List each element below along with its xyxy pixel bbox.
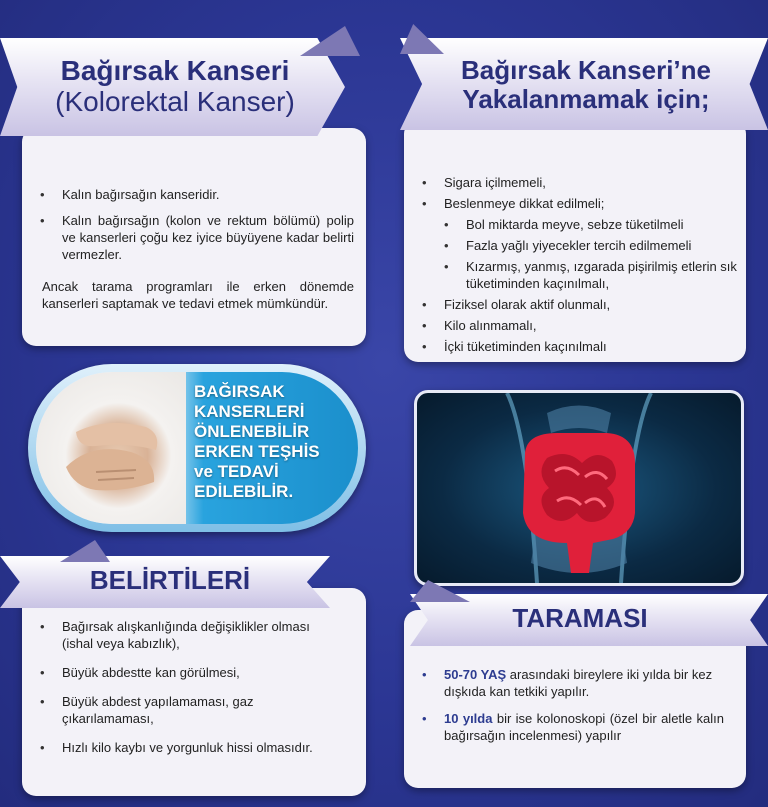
what-is-title-line2: (Kolorektal Kanser) — [55, 85, 295, 117]
colon-icon — [417, 393, 741, 583]
card-prevention — [404, 120, 746, 362]
list-item: • Büyük abdestte kan görülmesi, — [36, 664, 336, 681]
banner-inner — [36, 372, 358, 524]
banner-line: KANSERLERİ — [194, 402, 305, 421]
card-symptoms — [22, 588, 366, 796]
awareness-banner — [28, 364, 366, 532]
card-what-is — [22, 128, 366, 346]
banner-text — [194, 382, 354, 502]
list-item: • İçki tüketiminden kaçınılmalı — [418, 338, 742, 355]
list-item: • Bol miktarda meyve, sebze tüketilmeli — [418, 216, 742, 233]
list-item — [418, 710, 724, 744]
list-item: • Kalın bağırsağın (kolon ve rektum bölümü) polip ve kanserleri çoğu kez iyice büyüyene kadar belirti vermezler. — [36, 212, 354, 263]
symptoms-list — [36, 618, 336, 756]
banner-line: ÖNLENEBİLİR — [194, 422, 310, 441]
list-item: • Fazla yağlı yiyecekler tercih edilmemeli — [418, 237, 742, 254]
symptoms-title: BELİRTİLERİ — [89, 565, 251, 595]
list-item: • Sigara içilmemeli, — [418, 174, 742, 191]
banner-line: ERKEN TEŞHİS — [194, 442, 320, 461]
what-is-title-line1: Bağırsak Kanseri — [60, 55, 290, 86]
banner-line: EDİLEBİLİR. — [194, 482, 294, 501]
what-is-paragraph: Ancak tarama programları ile erken dönemde kanserleri saptamak ve tedavi etmek mümkündür. — [42, 279, 354, 311]
colon-anatomy-illustration — [414, 390, 744, 586]
list-item — [418, 666, 724, 700]
prevention-title — [416, 56, 756, 113]
screening-item1-text: arasındaki bireylere iki yılda bir kez dışkıda kan tetkiki yapılır. — [444, 667, 713, 699]
list-item: • Fiziksel olarak aktif olunmalı, — [418, 296, 742, 313]
list-item: • Büyük abdest yapılamaması, gaz çıkarılamaması, — [36, 693, 282, 727]
screening-list — [418, 666, 724, 744]
list-item: • Bağırsak alışkanlığında değişiklikler olması (ishal veya kabızlık), — [36, 618, 336, 652]
prevention-title-line2: Yakalanmamak için; — [462, 83, 710, 114]
what-is-list — [36, 186, 354, 263]
prevention-title-line1: Bağırsak Kanseri’ne — [460, 55, 711, 85]
list-item: • Hızlı kilo kaybı ve yorgunluk hissi olmasıdır. — [36, 739, 336, 756]
list-item: • Kalın bağırsağın kanseridir. — [36, 186, 354, 203]
what-is-title — [20, 56, 330, 118]
banner-line: ve TEDAVİ — [194, 462, 279, 481]
prevention-list — [418, 174, 742, 355]
screening-interval-highlight: 10 yılda — [444, 711, 493, 726]
screening-item2-text: bir ise kolonoskopi (özel bir aletle kalın bağırsağın incelenmesi) yapılır — [444, 711, 724, 743]
hands-icon — [36, 372, 186, 524]
ribbon-fold — [60, 540, 110, 562]
banner-line: BAĞIRSAK — [194, 382, 285, 401]
list-item: • Kilo alınmamalı, — [418, 317, 742, 334]
list-item: • Kızarmış, yanmış, ızgarada pişirilmiş etlerin sık tüketiminden kaçınılmalı, — [418, 258, 742, 292]
screening-title: TARAMASI — [512, 603, 648, 633]
hands-on-abdomen-photo — [36, 372, 186, 524]
screening-age-highlight: 50-70 YAŞ — [444, 667, 507, 682]
list-item: • Beslenmeye dikkat edilmeli; — [418, 195, 742, 212]
